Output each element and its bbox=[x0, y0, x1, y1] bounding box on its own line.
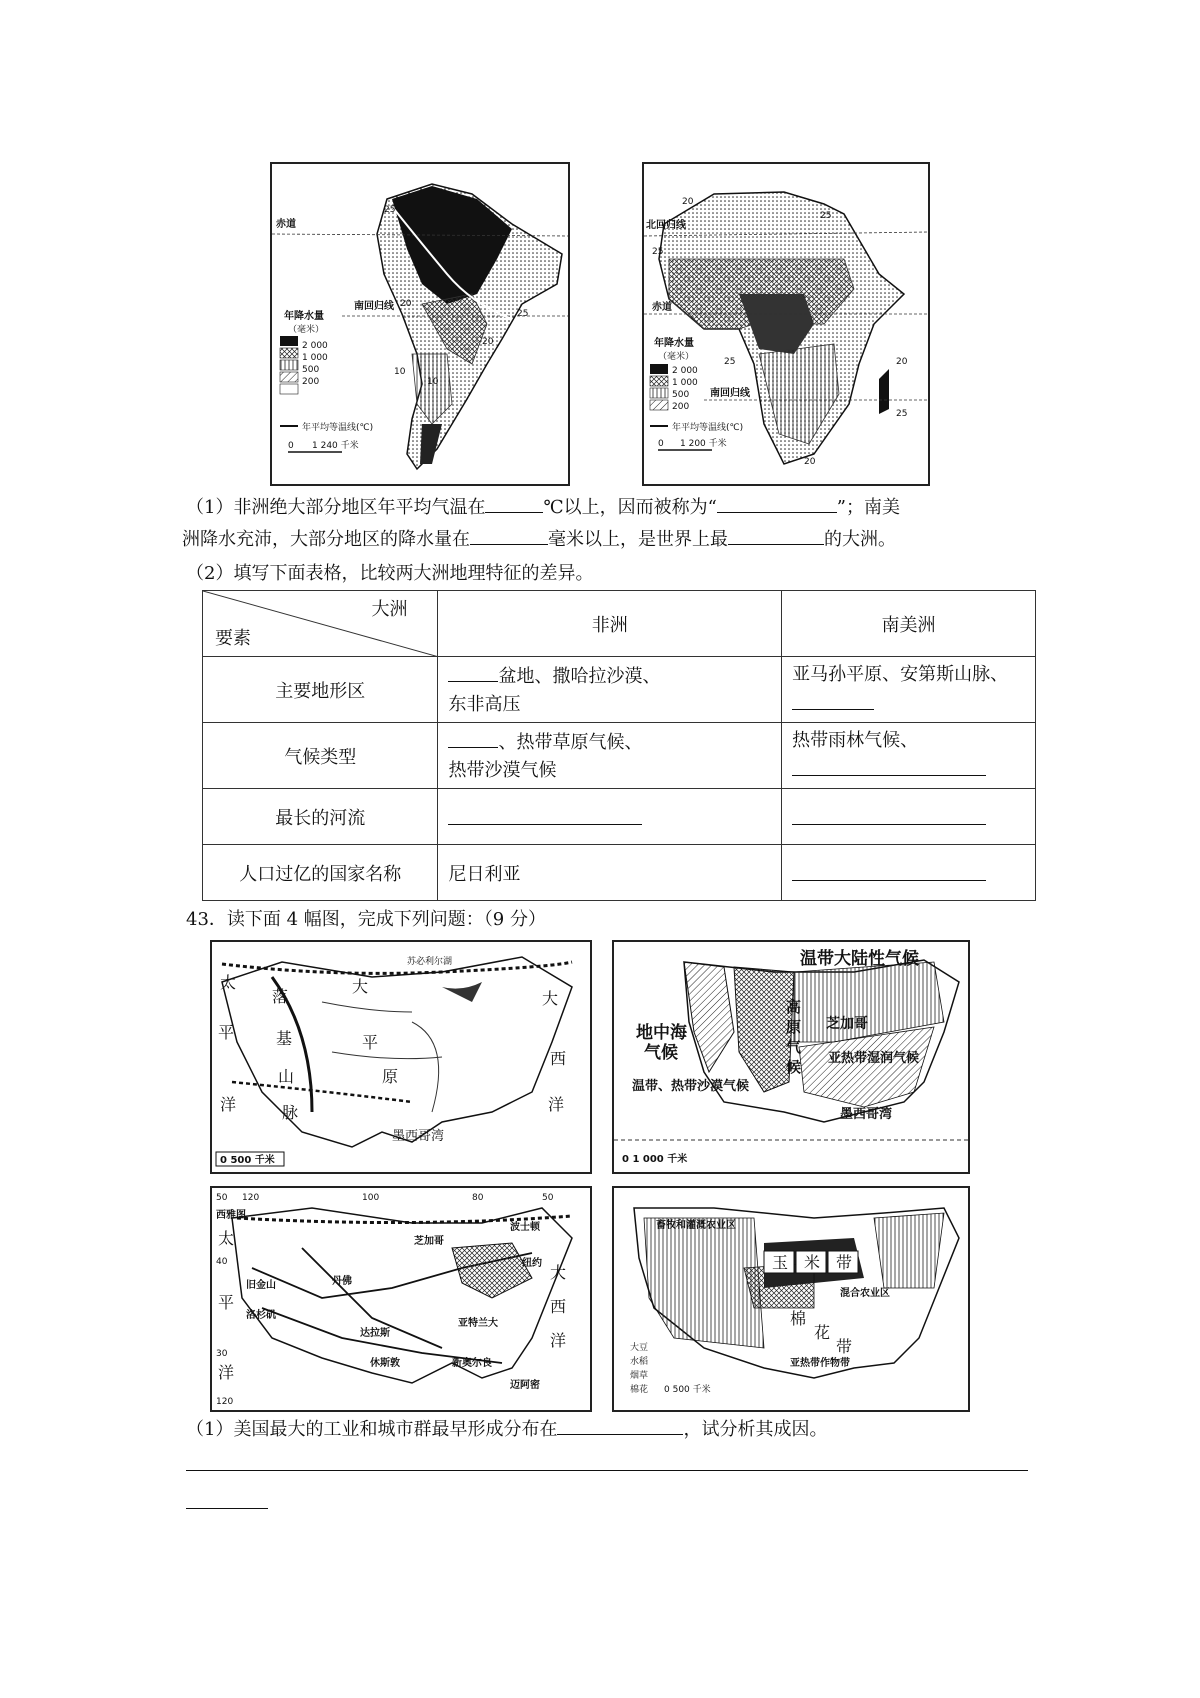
answer-blank[interactable] bbox=[792, 689, 874, 710]
table-row bbox=[203, 789, 1036, 845]
svg-text:年降水量: 年降水量 bbox=[654, 338, 694, 349]
us-physical-map bbox=[210, 940, 592, 1174]
us-cities-map bbox=[210, 1186, 592, 1412]
sa-contour-label: 10 bbox=[427, 377, 439, 387]
svg-text:1 000: 1 000 bbox=[672, 378, 698, 388]
us-physical-svg bbox=[212, 942, 590, 1172]
table-row bbox=[203, 723, 1036, 789]
africa-cell: 、热带草原气候、 热带沙漠气候 bbox=[438, 723, 782, 789]
svg-text:候: 候 bbox=[786, 1058, 802, 1076]
svg-text:年平均等温线(℃): 年平均等温线(℃) bbox=[672, 423, 744, 433]
svg-text:原: 原 bbox=[382, 1067, 399, 1086]
svg-text:休斯敦: 休斯敦 bbox=[370, 1358, 400, 1369]
svg-text:大豆: 大豆 bbox=[630, 1343, 649, 1353]
svg-text:亚特兰大: 亚特兰大 bbox=[458, 1318, 498, 1329]
svg-text:迈阿密: 迈阿密 bbox=[510, 1380, 540, 1391]
svg-text:0: 0 bbox=[288, 441, 294, 451]
table-row bbox=[203, 657, 1036, 723]
svg-text:0: 0 bbox=[658, 439, 664, 449]
svg-text:畜牧和灌溉农业区: 畜牧和灌溉农业区 bbox=[656, 1220, 736, 1231]
south-america-cell bbox=[782, 789, 1036, 845]
africa-cell bbox=[438, 789, 782, 845]
table-row bbox=[203, 845, 1036, 901]
svg-text:洛杉矶: 洛杉矶 bbox=[246, 1310, 276, 1321]
sa-legend bbox=[280, 309, 373, 452]
svg-text:新奥尔良: 新奥尔良 bbox=[452, 1358, 492, 1369]
africa-contour-label: 25 bbox=[896, 409, 908, 419]
svg-text:30: 30 bbox=[216, 1349, 228, 1359]
sa-contour-label: 25 bbox=[384, 205, 396, 215]
svg-text:500: 500 bbox=[672, 390, 690, 400]
row-label: 人口过亿的国家名称 bbox=[203, 845, 438, 901]
africa-contour-label: 25 bbox=[652, 247, 664, 257]
scale-label: 0 500 千米 bbox=[664, 1385, 711, 1395]
svg-text:棉: 棉 bbox=[790, 1309, 807, 1328]
africa-contour-label: 20 bbox=[804, 457, 816, 467]
svg-text:水稻: 水稻 bbox=[630, 1357, 649, 1367]
svg-text:太: 太 bbox=[220, 973, 237, 992]
us-climate-map bbox=[612, 940, 970, 1174]
svg-text:温带大陆性气候: 温带大陆性气候 bbox=[800, 949, 919, 969]
svg-text:棉花: 棉花 bbox=[630, 1385, 649, 1395]
svg-text:平: 平 bbox=[218, 1023, 235, 1042]
svg-text:2 000: 2 000 bbox=[672, 366, 698, 376]
svg-text:1 240 千米: 1 240 千米 bbox=[312, 441, 359, 451]
sa-equator-label: 赤道 bbox=[276, 219, 296, 230]
svg-text:基: 基 bbox=[276, 1029, 293, 1048]
table-header-africa: 非洲 bbox=[438, 591, 782, 657]
south-america-cell bbox=[782, 845, 1036, 901]
sa-contour-label: 10 bbox=[394, 367, 406, 377]
svg-text:墨西哥湾: 墨西哥湾 bbox=[392, 1129, 445, 1144]
answer-blank[interactable] bbox=[470, 524, 548, 545]
svg-text:气: 气 bbox=[786, 1038, 802, 1056]
row-label: 最长的河流 bbox=[203, 789, 438, 845]
scale-label: 0 1 000 千米 bbox=[622, 1154, 688, 1165]
svg-text:平: 平 bbox=[362, 1033, 379, 1052]
svg-text:混合农业区: 混合农业区 bbox=[840, 1288, 890, 1299]
africa-cell: 尼日利亚 bbox=[438, 845, 782, 901]
svg-text:（毫米）: （毫米） bbox=[288, 325, 325, 335]
us-cities-svg bbox=[212, 1188, 590, 1410]
svg-text:西: 西 bbox=[550, 1049, 567, 1068]
svg-text:米: 米 bbox=[804, 1253, 821, 1272]
svg-text:50: 50 bbox=[216, 1193, 228, 1203]
question-43-title: 43．读下面 4 幅图，完成下列问题：（9 分） bbox=[186, 909, 546, 930]
svg-text:平: 平 bbox=[218, 1293, 235, 1312]
us-agriculture-map bbox=[612, 1186, 970, 1412]
svg-text:墨西哥湾: 墨西哥湾 bbox=[840, 1107, 893, 1122]
svg-text:大: 大 bbox=[542, 989, 559, 1008]
svg-text:带: 带 bbox=[836, 1253, 853, 1272]
svg-text:带: 带 bbox=[836, 1337, 853, 1356]
svg-text:50: 50 bbox=[542, 1193, 554, 1203]
svg-text:洋: 洋 bbox=[548, 1095, 565, 1114]
agriculture-legend bbox=[630, 1341, 711, 1395]
sa-contour-label: 25 bbox=[517, 309, 529, 319]
answer-blank[interactable] bbox=[448, 727, 498, 748]
svg-text:波士顿: 波士顿 bbox=[510, 1222, 540, 1233]
svg-text:洋: 洋 bbox=[220, 1095, 237, 1114]
svg-text:大: 大 bbox=[550, 1263, 567, 1282]
us-maps bbox=[210, 940, 992, 1408]
answer-blank[interactable] bbox=[728, 524, 824, 545]
africa-contour-label: 20 bbox=[896, 357, 908, 367]
svg-text:西: 西 bbox=[550, 1297, 567, 1316]
answer-line[interactable] bbox=[186, 1470, 1028, 1471]
svg-text:温带、热带沙漠气候: 温带、热带沙漠气候 bbox=[632, 1079, 750, 1094]
answer-blank[interactable] bbox=[792, 804, 986, 825]
svg-text:120: 120 bbox=[216, 1397, 234, 1407]
africa-tropic-north-label: 北回归线 bbox=[646, 220, 686, 231]
question-1 bbox=[182, 492, 1046, 556]
svg-text:花: 花 bbox=[814, 1323, 831, 1342]
africa-map bbox=[642, 162, 930, 486]
south-america-map bbox=[270, 162, 570, 486]
answer-blank[interactable] bbox=[792, 860, 986, 881]
scale-label: 0 500 千米 bbox=[220, 1155, 275, 1166]
question-1-line-2: 洲降水充沛，大部分地区的降水量在 毫米以上，是世界上最 的大洲。 bbox=[182, 524, 1046, 556]
answer-blank[interactable] bbox=[448, 661, 498, 682]
answer-blank[interactable] bbox=[717, 492, 837, 513]
south-america-cell: 热带雨林气候、 bbox=[782, 723, 1036, 789]
svg-text:洋: 洋 bbox=[550, 1331, 567, 1350]
sa-contour-label: 20 bbox=[482, 337, 494, 347]
svg-text:100: 100 bbox=[362, 1193, 380, 1203]
south-america-map-svg bbox=[272, 164, 568, 484]
svg-text:原: 原 bbox=[786, 1018, 802, 1036]
answer-line[interactable] bbox=[186, 1508, 268, 1509]
answer-blank[interactable] bbox=[557, 1414, 683, 1435]
question-43-1: （1）美国最大的工业和城市群最早形成分布在 ，试分析其成因。 bbox=[186, 1414, 827, 1446]
south-america-cell: 亚马孙平原、安第斯山脉、 bbox=[782, 657, 1036, 723]
sa-tropic-label: 南回归线 bbox=[354, 301, 394, 312]
svg-text:纽约: 纽约 bbox=[522, 1258, 542, 1269]
africa-contour-label: 20 bbox=[682, 197, 694, 207]
svg-text:西雅图: 西雅图 bbox=[216, 1210, 246, 1221]
svg-text:烟草: 烟草 bbox=[630, 1371, 649, 1381]
svg-text:玉: 玉 bbox=[772, 1253, 789, 1272]
answer-blank[interactable] bbox=[792, 755, 986, 776]
svg-text:500: 500 bbox=[302, 365, 320, 375]
svg-text:2 000: 2 000 bbox=[302, 341, 328, 351]
svg-text:80: 80 bbox=[472, 1193, 484, 1203]
svg-text:200: 200 bbox=[302, 377, 320, 387]
svg-text:落: 落 bbox=[272, 987, 289, 1006]
africa-cell: 盆地、撒哈拉沙漠、 东非高压 bbox=[438, 657, 782, 723]
question-1-line-1: （1）非洲绝大部分地区年平均气温在 ℃以上，因而被称为“ ”；南美 bbox=[186, 492, 1046, 524]
svg-text:高: 高 bbox=[786, 998, 802, 1016]
sa-contour-label: 20 bbox=[400, 299, 412, 309]
row-label: 气候类型 bbox=[203, 723, 438, 789]
us-climate-svg bbox=[614, 942, 968, 1172]
svg-text:亚热带作物带: 亚热带作物带 bbox=[790, 1358, 850, 1369]
svg-text:地中海: 地中海 bbox=[636, 1023, 687, 1043]
comparison-table bbox=[202, 590, 1036, 901]
africa-contour-label: 25 bbox=[724, 357, 736, 367]
svg-text:太: 太 bbox=[218, 1229, 235, 1248]
svg-text:达拉斯: 达拉斯 bbox=[360, 1328, 390, 1339]
svg-text:大: 大 bbox=[352, 977, 369, 996]
svg-text:旧金山: 旧金山 bbox=[246, 1280, 276, 1291]
svg-text:芝加哥: 芝加哥 bbox=[414, 1236, 444, 1247]
svg-text:40: 40 bbox=[216, 1257, 228, 1267]
svg-text:苏必利尔湖: 苏必利尔湖 bbox=[407, 957, 453, 967]
answer-blank[interactable] bbox=[485, 492, 543, 513]
svg-text:年降水量: 年降水量 bbox=[284, 311, 324, 322]
svg-text:1 200 千米: 1 200 千米 bbox=[680, 439, 727, 449]
us-agriculture-svg bbox=[614, 1188, 968, 1410]
svg-text:年平均等温线(℃): 年平均等温线(℃) bbox=[302, 423, 374, 433]
table-header-south-america: 南美洲 bbox=[782, 591, 1036, 657]
question-2: （2）填写下面表格，比较两大洲地理特征的差异。 bbox=[186, 563, 594, 584]
svg-text:（毫米）: （毫米） bbox=[658, 352, 695, 362]
table-header-row bbox=[203, 591, 1036, 657]
table-corner-cell: 大洲 要素 bbox=[203, 591, 438, 657]
svg-text:200: 200 bbox=[672, 402, 690, 412]
svg-text:气候: 气候 bbox=[644, 1043, 678, 1063]
row-label: 主要地形区 bbox=[203, 657, 438, 723]
svg-text:丹佛: 丹佛 bbox=[332, 1276, 352, 1287]
svg-text:脉: 脉 bbox=[282, 1103, 299, 1122]
top-maps bbox=[270, 162, 930, 485]
svg-text:1 000: 1 000 bbox=[302, 353, 328, 363]
svg-text:120: 120 bbox=[242, 1193, 260, 1203]
africa-map-svg bbox=[644, 164, 928, 484]
svg-text:洋: 洋 bbox=[218, 1363, 235, 1382]
africa-tropic-south-label: 南回归线 bbox=[710, 388, 750, 399]
svg-text:芝加哥: 芝加哥 bbox=[826, 1016, 868, 1032]
africa-contour-label: 25 bbox=[820, 211, 832, 221]
answer-blank[interactable] bbox=[448, 804, 642, 825]
svg-text:亚热带湿润气候: 亚热带湿润气候 bbox=[828, 1051, 920, 1066]
africa-equator-label: 赤道 bbox=[652, 302, 672, 313]
svg-text:山: 山 bbox=[278, 1067, 295, 1086]
